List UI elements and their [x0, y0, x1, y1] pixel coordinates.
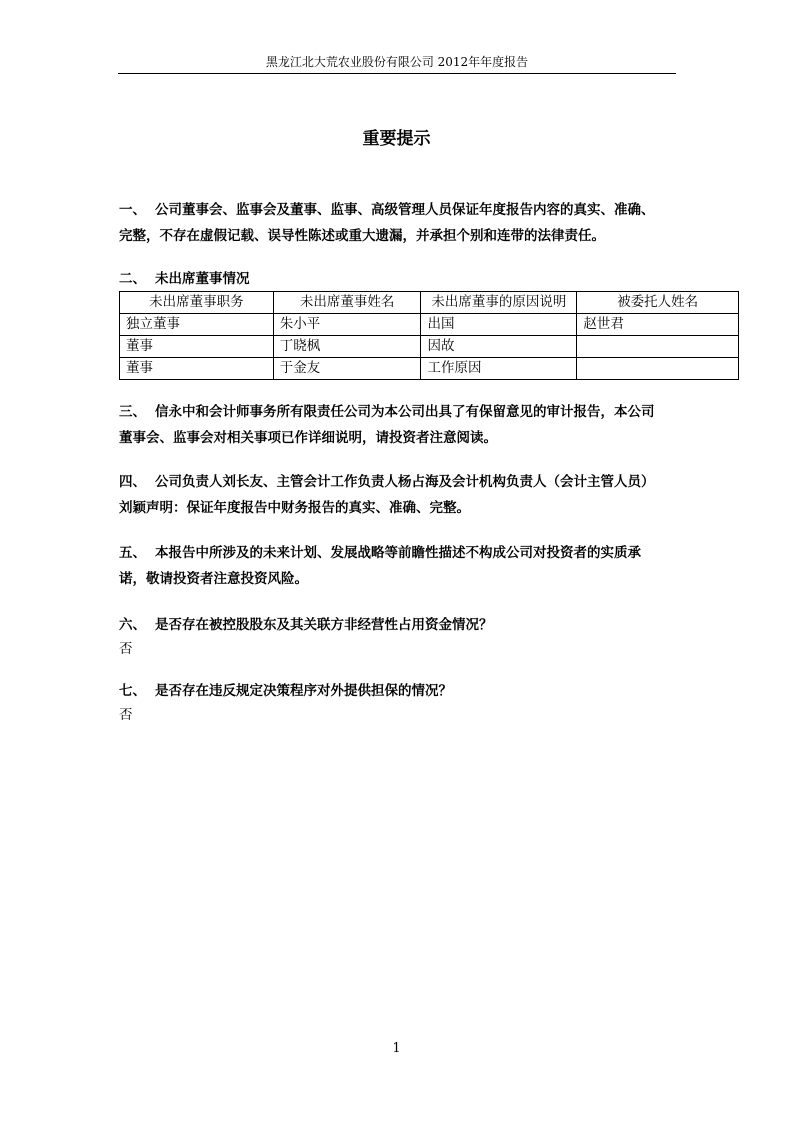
section-3: [119, 399, 679, 451]
section-6-question: 是否存在被控股股东及其关联方非经营性占用资金情况？: [155, 617, 493, 633]
section-5: [119, 540, 679, 592]
section-6-answer: 否: [119, 641, 133, 657]
cell-proxy: [577, 358, 739, 380]
header-name: 未出席董事姓名: [273, 292, 421, 314]
section-7-number: 七、: [119, 683, 146, 699]
section-2-title: 未出席董事情况: [155, 271, 250, 287]
section-2-number: 二、: [119, 271, 146, 287]
page-number: 1: [392, 1041, 401, 1056]
section-4: [119, 469, 679, 521]
section-4-number: 四、: [119, 474, 146, 490]
page-title: 重要提示: [362, 129, 431, 149]
section-5-text-1: 本报告中所涉及的未来计划、发展战略等前瞻性描述不构成公司对投资者的实质承: [155, 545, 641, 561]
table-row: [120, 358, 739, 380]
cell-position: 董事: [120, 336, 274, 358]
section-7-answer: 否: [119, 707, 133, 723]
cell-name: 丁晓枫: [273, 336, 421, 358]
section-3-text-1: 信永中和会计师事务所有限责任公司为本公司出具了有保留意见的审计报告，本公司: [155, 404, 655, 420]
section-2-heading: [119, 266, 679, 292]
cell-proxy: 赵世君: [577, 314, 739, 336]
section-3-line-1: [119, 399, 679, 425]
section-4-line-1: [119, 469, 679, 495]
cell-name: 于金友: [273, 358, 421, 380]
section-2: [119, 266, 679, 292]
section-6-question-line: [119, 612, 679, 638]
section-6: [119, 612, 679, 660]
cell-name: 朱小平: [273, 314, 421, 336]
page-header: [118, 53, 676, 74]
section-4-text-1: 公司负责人刘长友、主管会计工作负责人杨占海及会计机构负责人（会计主管人员）: [155, 474, 655, 490]
table-header-row: [120, 292, 739, 314]
section-1-number: 一、: [119, 202, 146, 218]
cell-position: 董事: [120, 358, 274, 380]
header-text: 黑龙江北大荒农业股份有限公司 2012年年度报告: [265, 55, 529, 69]
header-position: 未出席董事职务: [120, 292, 274, 314]
table-row: [120, 314, 739, 336]
cell-reason: 因故: [421, 336, 577, 358]
section-7: [119, 678, 679, 726]
header-proxy: 被委托人姓名: [577, 292, 739, 314]
section-1-text-2: 完整，不存在虚假记载、误导性陈述或重大遗漏，并承担个别和连带的法律责任。: [119, 228, 605, 244]
section-3-number: 三、: [119, 404, 146, 420]
cell-position: 独立董事: [120, 314, 274, 336]
section-5-number: 五、: [119, 545, 146, 561]
section-4-text-2: 刘颖声明：保证年度报告中财务报告的真实、准确、完整。: [119, 500, 470, 516]
section-3-text-2: 董事会、监事会对相关事项已作详细说明，请投资者注意阅读。: [119, 430, 497, 446]
section-1: [119, 197, 679, 249]
section-6-number: 六、: [119, 617, 146, 633]
cell-reason: 出国: [421, 314, 577, 336]
section-1-text-1: 公司董事会、监事会及董事、监事、高级管理人员保证年度报告内容的真实、准确、: [155, 202, 655, 218]
section-1-line-1: [119, 197, 679, 223]
cell-reason: 工作原因: [421, 358, 577, 380]
section-5-line-1: [119, 540, 679, 566]
cell-proxy: [577, 336, 739, 358]
absent-directors-table: [119, 291, 739, 380]
table-row: [120, 336, 739, 358]
section-5-text-2: 诺，敬请投资者注意投资风险。: [119, 571, 308, 587]
section-7-question-line: [119, 678, 679, 704]
header-reason: 未出席董事的原因说明: [421, 292, 577, 314]
section-7-question: 是否存在违反规定决策程序对外提供担保的情况？: [155, 683, 452, 699]
